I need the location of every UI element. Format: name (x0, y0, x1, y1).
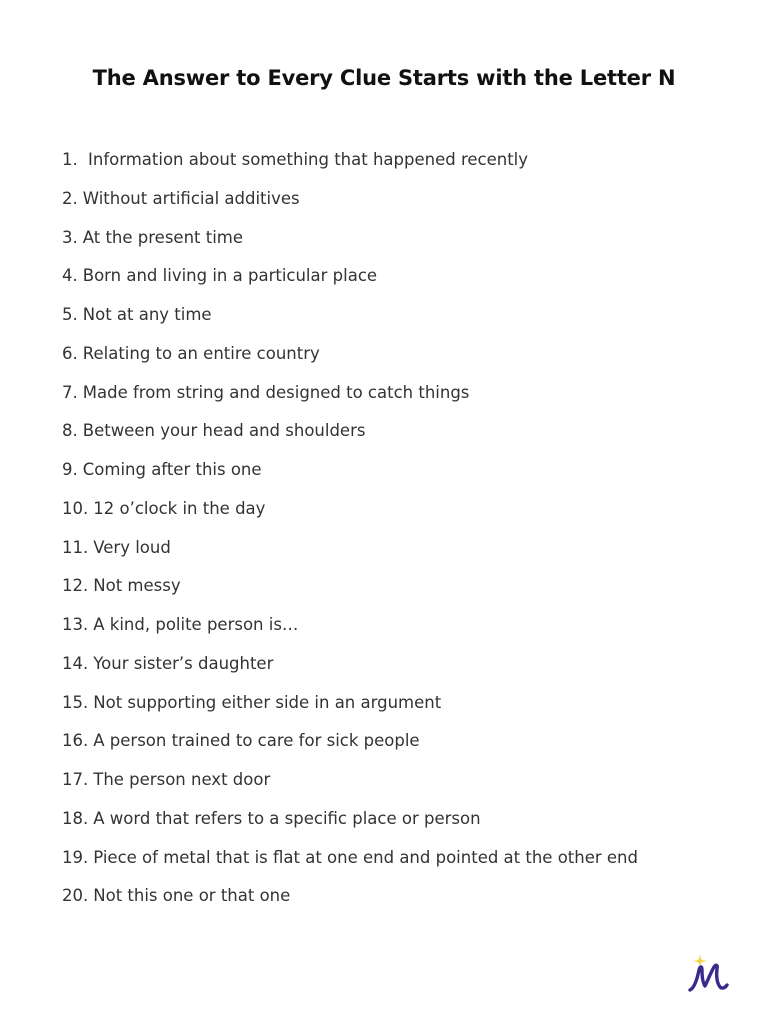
clue-item-19 (62, 844, 638, 883)
clue-text: Not supporting either side in an argument (93, 692, 442, 712)
clue-text: Not messy (93, 576, 181, 596)
clue-item-9 (62, 456, 638, 495)
clue-number: 12. (62, 576, 89, 596)
clue-number: 19. (62, 847, 89, 867)
clue-text: A person trained to care for sick people (93, 731, 420, 751)
clue-text: Made from string and designed to catch things (82, 382, 470, 402)
clue-item-17 (62, 766, 638, 805)
clue-list (62, 146, 638, 921)
clue-text: Relating to an entire country (82, 343, 320, 363)
page-title: The Answer to Every Clue Starts with the Letter N (92, 66, 676, 90)
clue-number: 15. (62, 692, 89, 712)
clue-number: 1. (62, 150, 83, 169)
clue-item-11 (62, 534, 638, 573)
clue-item-16 (62, 727, 638, 766)
clue-text: A word that refers to a specific place or person (93, 808, 481, 828)
clue-item-2 (62, 185, 638, 224)
clue-item-13 (62, 611, 638, 650)
clue-item-1 (62, 146, 638, 185)
clue-number: 6. (62, 343, 78, 363)
clue-number: 4. (62, 266, 78, 286)
clue-text: The person next door (93, 770, 271, 789)
clue-number: 18. (62, 808, 89, 828)
clue-text: Between your head and shoulders (82, 421, 366, 441)
script-m-logo-icon (684, 950, 732, 998)
clue-item-8 (62, 417, 638, 456)
clue-text: Your sister’s daughter (93, 653, 274, 673)
clue-number: 9. (62, 460, 78, 479)
clue-number: 20. (62, 886, 89, 906)
clue-text: Not at any time (82, 305, 212, 324)
clue-item-6 (62, 340, 638, 379)
clue-number: 11. (62, 537, 89, 557)
clue-number: 17. (62, 770, 89, 789)
clue-text: At the present time (82, 227, 244, 247)
clue-number: 7. (62, 382, 78, 402)
clue-text: Without artificial additives (82, 188, 300, 208)
clue-number: 14. (62, 653, 89, 673)
clue-number: 8. (62, 421, 78, 441)
clue-item-3 (62, 224, 638, 263)
clue-item-18 (62, 805, 638, 844)
clue-text: Very loud (93, 537, 171, 557)
clue-item-15 (62, 689, 638, 728)
clue-item-12 (62, 572, 638, 611)
clue-item-5 (62, 301, 638, 340)
clue-number: 16. (62, 731, 89, 751)
clue-number: 10. (62, 498, 89, 518)
clue-item-7 (62, 379, 638, 418)
clue-item-10 (62, 495, 638, 534)
clue-number: 5. (62, 305, 78, 324)
clue-text: Information about something that happened recently (88, 150, 529, 169)
clue-text: A kind, polite person is… (93, 615, 299, 634)
clue-text: Not this one or that one (93, 886, 291, 906)
m-letter (690, 965, 727, 990)
clue-number: 13. (62, 615, 89, 634)
clue-text: Born and living in a particular place (82, 266, 378, 286)
clue-text: Piece of metal that is flat at one end and pointed at the other end (93, 847, 638, 867)
clue-item-4 (62, 262, 638, 301)
clue-number: 2. (62, 188, 78, 208)
clue-text: 12 o’clock in the day (93, 498, 266, 518)
clue-number: 3. (62, 227, 78, 247)
clue-text: Coming after this one (82, 460, 262, 479)
clue-item-20 (62, 882, 638, 921)
clue-item-14 (62, 650, 638, 689)
